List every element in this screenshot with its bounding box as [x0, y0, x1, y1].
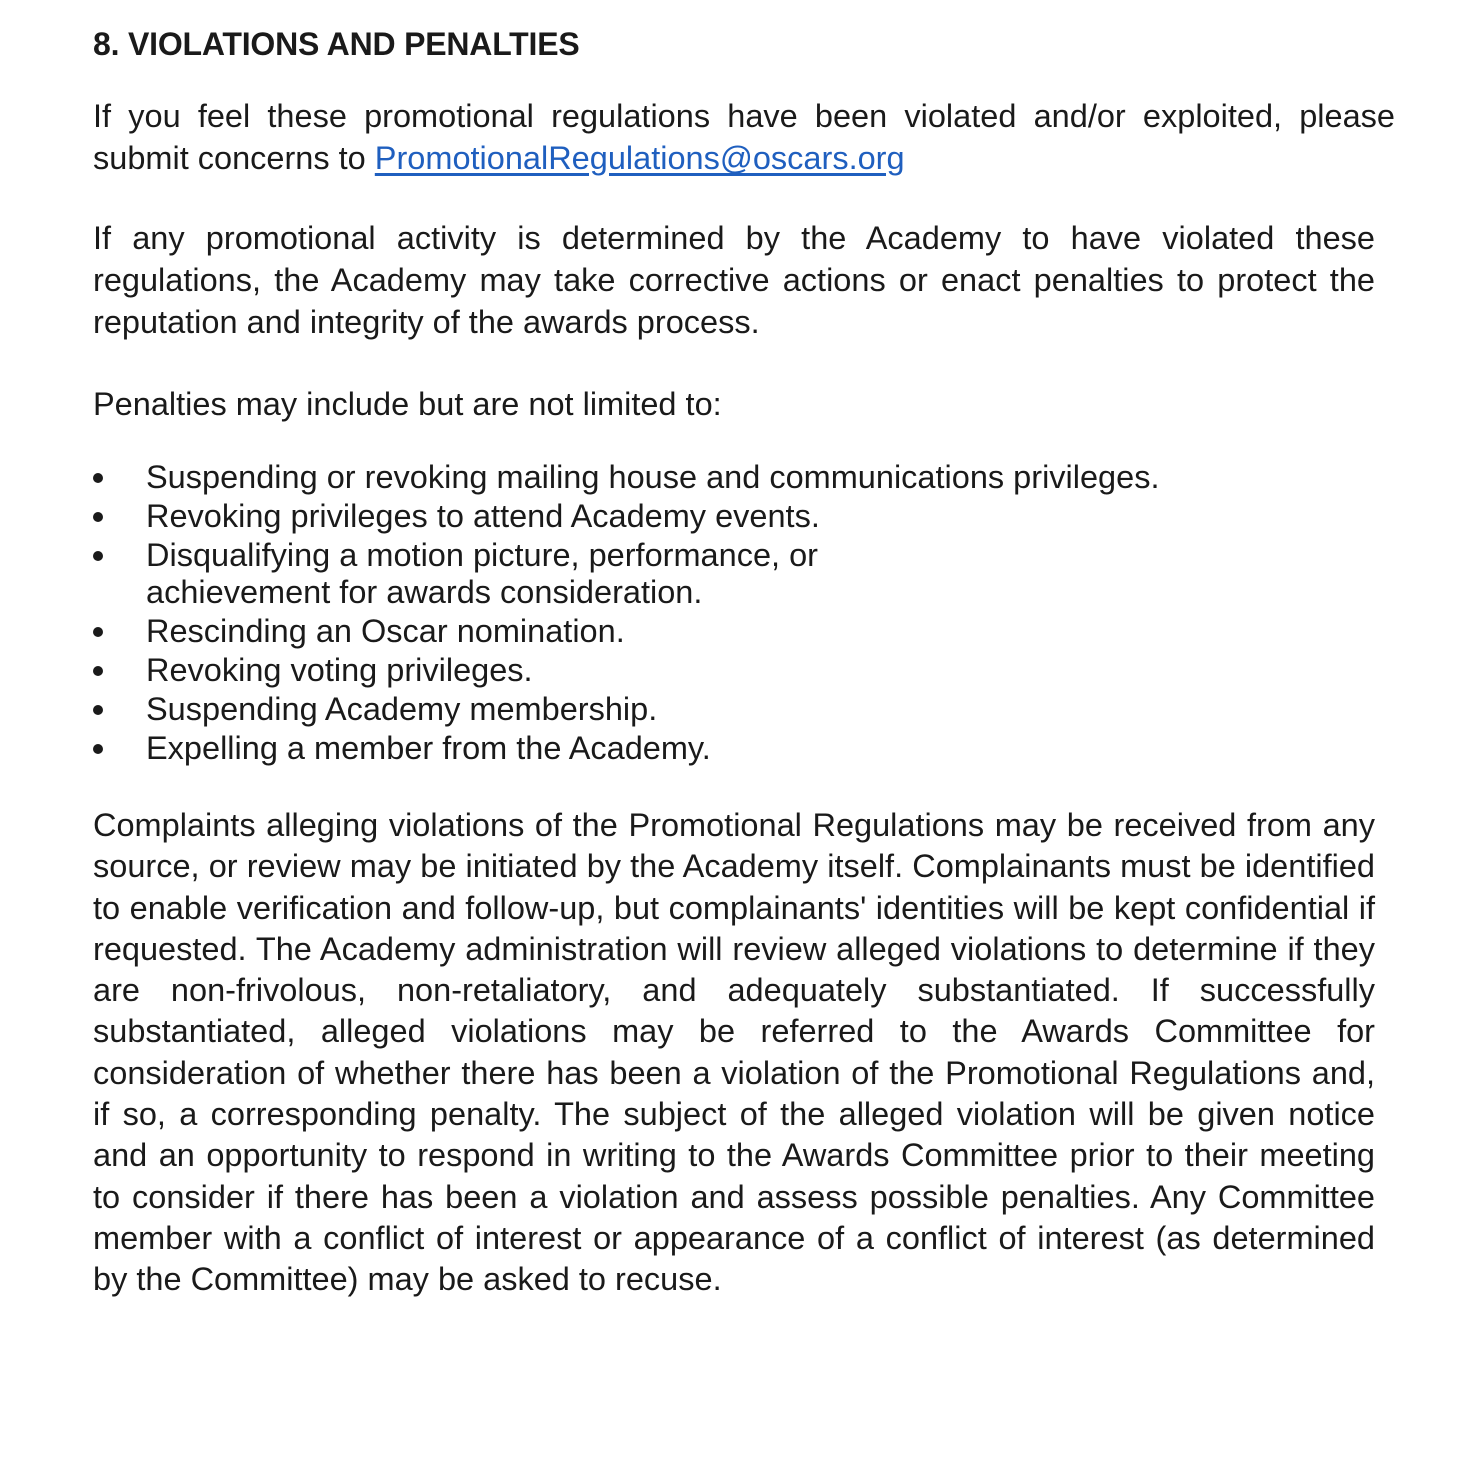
- penalties-intro: Penalties may include but are not limited to:: [93, 386, 722, 422]
- bullet-icon: [93, 627, 103, 637]
- complaints-paragraph: Complaints alleging violations of the Promotional Regulations may be received from any source, or review may be initiated by the Academy itself. Complainants must be identified to enable verification and follow-up, but complainants' identities will be kept confidential if requested. The Academy administration will review alleged violations to determine if they are non-frivolous, non-retaliatory, and adequately substantiated. If successfully substantiated, alleged violations may be referred to the Awards Committee for consideration of whether there has been a violation of the Promotional Regulations and, if so, a corresponding penalty. The subject of the alleged violation will be given notice and an opportunity to respond in writing to the Awards Committee prior to their meeting to consider if there has been a violation and assess possible penalties. Any Committee member with a conflict of interest or appearance of a conflict of interest (as determined by the Committee) may be asked to recuse.: [93, 807, 1375, 1298]
- bullet-icon: [93, 473, 103, 483]
- report-concerns-paragraph: [93, 95, 1395, 179]
- list-item: [93, 730, 1393, 767]
- list-item-text: Suspending Academy membership.: [146, 691, 658, 727]
- list-item-text: Revoking voting privileges.: [146, 652, 533, 688]
- list-item-text: Revoking privileges to attend Academy events.: [146, 498, 820, 534]
- document-page: [93, 22, 1393, 1301]
- list-item: [93, 691, 1393, 728]
- penalties-list: [93, 459, 1393, 767]
- list-item: [93, 613, 1393, 650]
- list-item: [93, 537, 1393, 611]
- bullet-icon: [93, 666, 103, 676]
- list-item-text: Rescinding an Oscar nomination.: [146, 613, 625, 649]
- list-item: [93, 459, 1393, 496]
- list-item-text: Suspending or revoking mailing house and communications privileges.: [146, 459, 1160, 495]
- corrective-actions-paragraph: If any promotional activity is determined by the Academy to have violated these regulations, the Academy may take corrective actions or enact penalties to protect the reputation and integrity of the awards process.: [93, 220, 1375, 340]
- bullet-icon: [93, 705, 103, 715]
- bullet-icon: [93, 512, 103, 522]
- bullet-icon: [93, 744, 103, 754]
- list-item: [93, 652, 1393, 689]
- section-heading: 8. VIOLATIONS AND PENALTIES: [93, 26, 580, 62]
- list-item: [93, 498, 1393, 535]
- email-link[interactable]: PromotionalRegulations@oscars.org: [374, 140, 905, 176]
- bullet-icon: [93, 551, 103, 561]
- list-item-text: Expelling a member from the Academy.: [146, 730, 711, 766]
- report-concerns-text: If you feel these promotional regulations have been violated and/or exploited, please submit concerns to: [93, 98, 1395, 176]
- list-item-text: Disqualifying a motion picture, performance, or achievement for awards consideration.: [146, 537, 818, 610]
